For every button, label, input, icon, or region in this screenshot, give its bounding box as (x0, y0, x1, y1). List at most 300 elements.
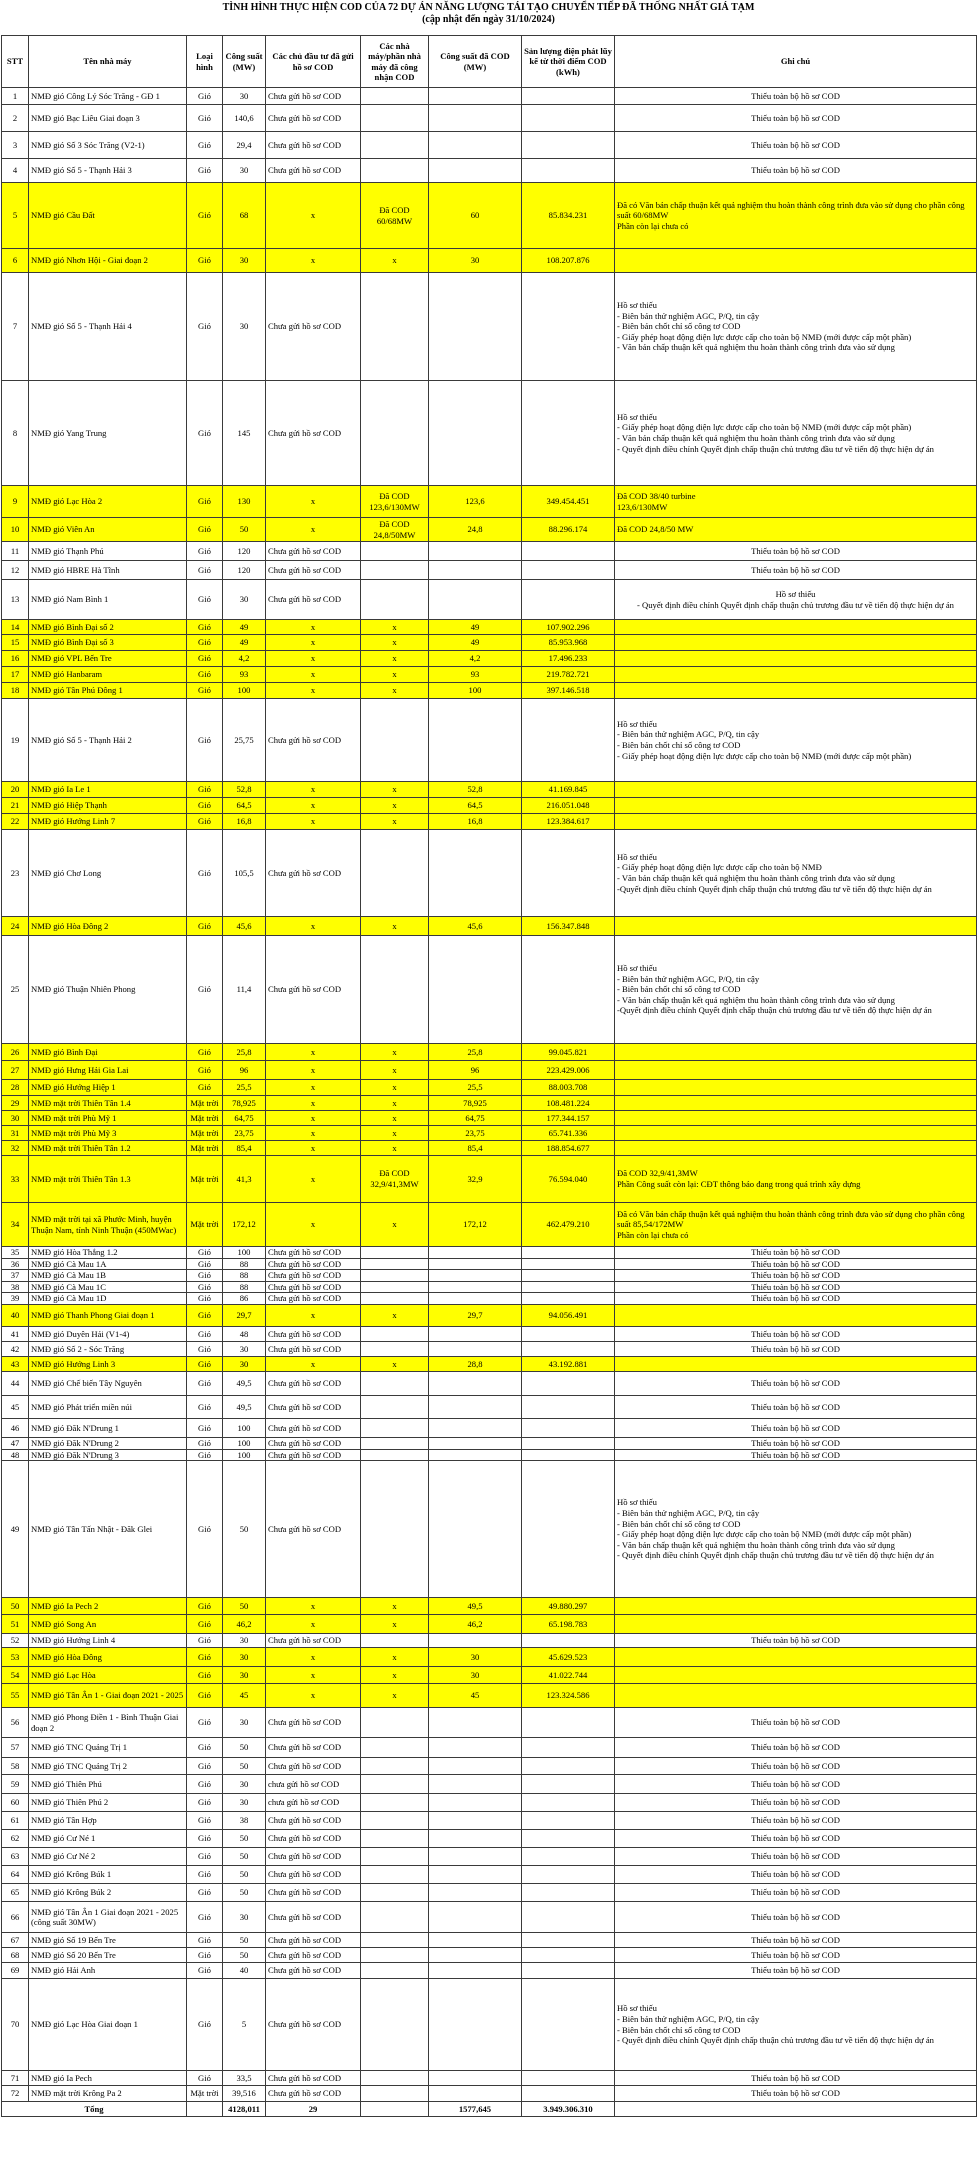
cell-cod-capacity: 93 (429, 667, 522, 683)
cell-production (522, 561, 615, 580)
cell-type: Gió (187, 699, 223, 782)
cell-stt: 19 (2, 699, 29, 782)
table-row (2, 132, 977, 159)
note-line: Hồ sơ thiếu (617, 1497, 657, 1508)
cell-type: Gió (187, 1044, 223, 1061)
table-row (2, 1461, 977, 1598)
cell-plant-name: NMĐ gió Nhơn Hội - Giai đoạn 2 (29, 249, 187, 273)
cell-plant-name: NMĐ gió Chế biến Tây Nguyên (29, 1371, 187, 1395)
cell-stt: 18 (2, 683, 29, 699)
table-row (2, 1684, 977, 1708)
cell-plant-name: NMĐ gió Bình Đại số 2 (29, 620, 187, 635)
cell-stt: 20 (2, 782, 29, 798)
cell-capacity: 50 (223, 1598, 266, 1615)
cell-capacity: 41,3 (223, 1156, 266, 1203)
cell-plant-name: NMĐ gió Cư Né 1 (29, 1830, 187, 1848)
cell-plant-name: NMĐ gió Hòa Đông (29, 1648, 187, 1667)
cell-notes (615, 683, 977, 699)
note-line: - Giấy phép hoạt động điện lực được cấp cho toàn bộ NMĐ (mới được cấp một phần) (617, 1529, 912, 1540)
cell-type: Gió (187, 1963, 223, 1979)
table-row (2, 936, 977, 1044)
cell-capacity: 145 (223, 381, 266, 486)
table-row (2, 1758, 977, 1775)
cell-notes (615, 798, 977, 814)
cell-cod-capacity: 28,8 (429, 1356, 522, 1371)
cell-stt: 17 (2, 667, 29, 683)
cell-notes (615, 183, 977, 249)
table-row (2, 1281, 977, 1293)
cell-production: 99.045.821 (522, 1044, 615, 1061)
cell-notes (615, 1648, 977, 1667)
cell-notes (615, 1126, 977, 1141)
table-row (2, 1902, 977, 1933)
cell-notes (615, 917, 977, 936)
cell-stt: 38 (2, 1281, 29, 1293)
cell-production: 123.324.586 (522, 1684, 615, 1708)
cell-cod-recognized (361, 1979, 429, 2071)
cell-capacity: 100 (223, 1247, 266, 1259)
note-line: - Giấy phép hoạt động điện lực được cấp cho toàn bộ NMĐ (mới được cấp một phần) (617, 750, 912, 761)
cell-stt: 30 (2, 1111, 29, 1126)
cell-stt: 3 (2, 132, 29, 159)
cell-cod-capacity (429, 1461, 522, 1598)
cell-capacity: 30 (223, 1341, 266, 1356)
cell-stt: 5 (2, 183, 29, 249)
cell-stt: 32 (2, 1141, 29, 1156)
cell-capacity: 68 (223, 183, 266, 249)
table-row (2, 1449, 977, 1461)
table-row (2, 798, 977, 814)
header-stt: STT (2, 36, 29, 88)
cell-cod-recognized: x (361, 1615, 429, 1634)
cell-plant-name: NMĐ gió Số 3 Sóc Trăng (V2-1) (29, 132, 187, 159)
cell-cod-capacity: 16,8 (429, 814, 522, 830)
cell-capacity: 16,8 (223, 814, 266, 830)
cell-cod-capacity (429, 1281, 522, 1293)
cell-cod-submitted: x (266, 1684, 361, 1708)
cell-cod-submitted: Chưa gửi hồ sơ COD (266, 105, 361, 132)
cell-type: Mặt trời (187, 1141, 223, 1156)
table-row (2, 88, 977, 105)
cell-cod-recognized (361, 1775, 429, 1794)
cell-cod-submitted: Chưa gửi hồ sơ COD (266, 1738, 361, 1758)
cell-capacity: 172,12 (223, 1203, 266, 1247)
cell-plant-name: NMĐ gió Số 5 - Thạnh Hải 3 (29, 159, 187, 183)
cell-cod-capacity: 49 (429, 620, 522, 635)
cell-cod-recognized (361, 88, 429, 105)
cell-stt: 55 (2, 1684, 29, 1708)
cell-cod-recognized: x (361, 1111, 429, 1126)
cell-type: Gió (187, 542, 223, 561)
cell-capacity: 30 (223, 1775, 266, 1794)
cell-plant-name: NMĐ gió Ia Pech (29, 2071, 187, 2086)
cell-cod-submitted: Chưa gửi hồ sơ COD (266, 1293, 361, 1305)
cell-type: Gió (187, 1395, 223, 1418)
cell-capacity: 50 (223, 1848, 266, 1866)
cell-capacity: 30 (223, 580, 266, 620)
cell-cod-submitted: Chưa gửi hồ sơ COD (266, 1866, 361, 1884)
cell-type: Gió (187, 1634, 223, 1648)
cell-production (522, 1437, 615, 1449)
cell-plant-name: NMĐ gió Hòa Đông 2 (29, 917, 187, 936)
cell-type: Mặt trời (187, 1096, 223, 1111)
cell-cod-submitted: x (266, 620, 361, 635)
table-row (2, 1848, 977, 1866)
cell-cod-recognized: x (361, 814, 429, 830)
cell-production (522, 542, 615, 561)
cell-capacity: 50 (223, 1948, 266, 1963)
cell-stt: 1 (2, 88, 29, 105)
cell-stt: 28 (2, 1080, 29, 1096)
cell-cod-submitted: Chưa gửi hồ sơ COD (266, 542, 361, 561)
cell-cod-capacity: 172,12 (429, 1203, 522, 1247)
cell-cod-recognized: x (361, 667, 429, 683)
cell-cod-capacity (429, 1247, 522, 1259)
cell-cod-capacity (429, 699, 522, 782)
cell-type: Gió (187, 183, 223, 249)
cell-stt: 14 (2, 620, 29, 635)
total-notes-cell (615, 2102, 977, 2117)
cell-stt: 33 (2, 1156, 29, 1203)
note-line: Hồ sơ thiếu (775, 588, 816, 599)
cell-cod-capacity: 30 (429, 1667, 522, 1684)
cell-type: Gió (187, 1667, 223, 1684)
table-row (2, 1326, 977, 1341)
note-line: - Quyết định điều chỉnh Quyết định chấp thuận chủ trương đầu tư về tiến độ thực hiện dự án (617, 2035, 934, 2046)
cell-cod-recognized (361, 1794, 429, 1812)
cell-production: 88.003.708 (522, 1080, 615, 1096)
table-row (2, 782, 977, 798)
cell-plant-name: NMĐ gió Bình Đại (29, 1044, 187, 1061)
cell-production: 349.454.451 (522, 486, 615, 518)
cell-type: Gió (187, 936, 223, 1044)
cell-stt: 13 (2, 580, 29, 620)
cell-cod-submitted: x (266, 249, 361, 273)
cell-notes: Thiếu toàn bộ hồ sơ COD (615, 1395, 977, 1418)
cell-capacity: 25,5 (223, 1080, 266, 1096)
cell-capacity: 29,7 (223, 1304, 266, 1326)
cell-type: Gió (187, 917, 223, 936)
cell-type: Gió (187, 1848, 223, 1866)
cell-production (522, 1812, 615, 1830)
cell-type: Gió (187, 1830, 223, 1848)
cell-production: 188.854.677 (522, 1141, 615, 1156)
cell-notes: Thiếu toàn bộ hồ sơ COD (615, 1738, 977, 1758)
cell-notes: Thiếu toàn bộ hồ sơ COD (615, 2071, 977, 2086)
cell-stt: 71 (2, 2071, 29, 2086)
cell-stt: 4 (2, 159, 29, 183)
cell-cod-capacity: 4,2 (429, 651, 522, 667)
cell-stt: 65 (2, 1884, 29, 1902)
cell-capacity: 29,4 (223, 132, 266, 159)
cell-notes (615, 1356, 977, 1371)
cell-stt: 66 (2, 1902, 29, 1933)
cell-cod-recognized (361, 1963, 429, 1979)
cell-cod-recognized: x (361, 1061, 429, 1080)
cell-type: Gió (187, 1758, 223, 1775)
cell-stt: 51 (2, 1615, 29, 1634)
cell-stt: 37 (2, 1270, 29, 1282)
cell-production: 85.834.231 (522, 183, 615, 249)
cell-cod-recognized (361, 1866, 429, 1884)
cell-cod-submitted: x (266, 1061, 361, 1080)
cell-cod-submitted: Chưa gửi hồ sơ COD (266, 132, 361, 159)
cell-plant-name: NMĐ gió Ia Le 1 (29, 782, 187, 798)
total-production: 3.949.306.310 (522, 2102, 615, 2117)
header-notes: Ghi chú (615, 36, 977, 88)
cell-notes: Thiếu toàn bộ hồ sơ COD (615, 1963, 977, 1979)
cell-capacity: 88 (223, 1258, 266, 1270)
cell-plant-name: NMĐ gió Bình Đại số 3 (29, 635, 187, 651)
cell-cod-capacity (429, 132, 522, 159)
cell-stt: 46 (2, 1418, 29, 1437)
table-row (2, 830, 977, 917)
cell-capacity: 30 (223, 1648, 266, 1667)
cell-stt: 7 (2, 273, 29, 381)
cell-cod-submitted: x (266, 1648, 361, 1667)
table-row (2, 1141, 977, 1156)
cell-plant-name: NMĐ gió Thiên Phú 2 (29, 1794, 187, 1812)
cell-capacity: 50 (223, 1758, 266, 1775)
cell-capacity: 11,4 (223, 936, 266, 1044)
cell-cod-capacity (429, 1866, 522, 1884)
cell-cod-submitted: Chưa gửi hồ sơ COD (266, 1461, 361, 1598)
cell-capacity: 39,516 (223, 2086, 266, 2102)
cell-stt: 40 (2, 1304, 29, 1326)
note-line: - Biên bản chốt chỉ số công tơ COD (617, 1518, 741, 1529)
cell-capacity: 30 (223, 273, 266, 381)
cell-type: Gió (187, 1598, 223, 1615)
cell-notes (615, 1684, 977, 1708)
cell-stt: 62 (2, 1830, 29, 1848)
cell-plant-name: NMĐ gió Thanh Phong Giai đoạn 1 (29, 1304, 187, 1326)
cell-capacity: 25,8 (223, 1044, 266, 1061)
cell-plant-name: NMĐ gió Tân Ân 1 - Giai đoạn 2021 - 2025 (29, 1684, 187, 1708)
cell-cod-recognized: x (361, 1648, 429, 1667)
cell-type: Gió (187, 1615, 223, 1634)
cell-capacity: 48 (223, 1326, 266, 1341)
cell-stt: 34 (2, 1203, 29, 1247)
table-row (2, 1111, 977, 1126)
cell-cod-capacity: 49,5 (429, 1598, 522, 1615)
cell-stt: 53 (2, 1648, 29, 1667)
cell-capacity: 100 (223, 1437, 266, 1449)
cell-notes (615, 1044, 977, 1061)
cell-type: Gió (187, 132, 223, 159)
cell-cod-recognized: x (361, 1126, 429, 1141)
cell-notes: Thiếu toàn bộ hồ sơ COD (615, 1281, 977, 1293)
cell-notes: Thiếu toàn bộ hồ sơ COD (615, 1247, 977, 1259)
cell-cod-capacity (429, 1848, 522, 1866)
cell-notes (615, 273, 977, 381)
total-cod-submitted: 29 (266, 2102, 361, 2117)
cell-capacity: 49 (223, 620, 266, 635)
cell-notes (615, 381, 977, 486)
cell-cod-recognized: x (361, 635, 429, 651)
cell-production: 108.207.876 (522, 249, 615, 273)
cell-capacity: 96 (223, 1061, 266, 1080)
cell-capacity: 40 (223, 1963, 266, 1979)
cell-cod-recognized (361, 1758, 429, 1775)
cell-cod-submitted: Chưa gửi hồ sơ COD (266, 936, 361, 1044)
cell-cod-capacity: 100 (429, 683, 522, 699)
note-line: - Giấy phép hoạt động điện lực được cấp cho toàn bộ NMĐ (617, 862, 822, 873)
cell-notes: Thiếu toàn bộ hồ sơ COD (615, 1866, 977, 1884)
cell-type: Gió (187, 1356, 223, 1371)
cell-cod-submitted: Chưa gửi hồ sơ COD (266, 1963, 361, 1979)
cell-notes: Thiếu toàn bộ hồ sơ COD (615, 1418, 977, 1437)
cell-cod-capacity (429, 2071, 522, 2086)
total-cod-capacity: 1577,645 (429, 2102, 522, 2117)
cell-production (522, 1270, 615, 1282)
cell-plant-name: NMĐ gió Số 19 Bến Tre (29, 1933, 187, 1948)
cell-plant-name: NMĐ gió Công Lý Sóc Trăng - GĐ 1 (29, 88, 187, 105)
cell-plant-name: NMĐ mặt trời Phù Mỹ 3 (29, 1126, 187, 1141)
table-row (2, 1634, 977, 1648)
cell-cod-submitted: chưa gửi hồ sơ COD (266, 1794, 361, 1812)
cell-type: Gió (187, 1437, 223, 1449)
note-line: - Biên bản chốt chỉ số công tơ COD (617, 2024, 741, 2035)
cell-plant-name: NMĐ mặt trời Thiên Tân 1.4 (29, 1096, 187, 1111)
cell-plant-name: NMĐ gió HBRE Hà Tĩnh (29, 561, 187, 580)
cell-stt: 35 (2, 1247, 29, 1259)
header-plant-name: Tên nhà máy (29, 36, 187, 88)
table-row (2, 1948, 977, 1963)
note-line: Phần còn lại chưa có (617, 220, 689, 231)
table-row (2, 1203, 977, 1247)
cell-production (522, 1948, 615, 1963)
cell-type: Gió (187, 2071, 223, 2086)
cell-cod-capacity (429, 830, 522, 917)
cell-notes (615, 1156, 977, 1203)
cell-cod-capacity (429, 1979, 522, 2071)
cell-plant-name: NMĐ mặt trời Phù Mỹ 1 (29, 1111, 187, 1126)
note-line: - Văn bản chấp thuận kết quả nghiệm thu hoàn thành công trình đưa vào sử dụng (617, 433, 895, 443)
cell-production (522, 936, 615, 1044)
cell-cod-capacity (429, 1437, 522, 1449)
cell-type: Gió (187, 1270, 223, 1282)
cell-cod-recognized (361, 2086, 429, 2102)
header-cod-recognized: Các nhà máy/phần nhà máy đã công nhận COD (361, 36, 429, 88)
cell-plant-name: NMĐ gió Ia Pech 2 (29, 1598, 187, 1615)
cell-cod-submitted: x (266, 1667, 361, 1684)
cell-production (522, 159, 615, 183)
total-type-cell (187, 2102, 223, 2117)
cell-cod-submitted: Chưa gửi hồ sơ COD (266, 1258, 361, 1270)
cell-cod-capacity (429, 1758, 522, 1775)
cell-stt: 70 (2, 1979, 29, 2071)
cell-cod-capacity (429, 1738, 522, 1758)
cell-cod-capacity (429, 159, 522, 183)
cell-cod-submitted: Chưa gửi hồ sơ COD (266, 1758, 361, 1775)
table-row (2, 651, 977, 667)
cell-plant-name: NMĐ gió Cà Mau 1B (29, 1270, 187, 1282)
cell-cod-capacity (429, 105, 522, 132)
cell-cod-recognized: x (361, 1356, 429, 1371)
note-line: - Biên bản chốt chỉ số công tơ COD (617, 740, 741, 750)
cell-stt: 50 (2, 1598, 29, 1615)
table-row (2, 1356, 977, 1371)
cell-cod-recognized (361, 1270, 429, 1282)
cell-cod-submitted: x (266, 814, 361, 830)
cell-notes: Thiếu toàn bộ hồ sơ COD (615, 1812, 977, 1830)
cell-production: 88.296.174 (522, 518, 615, 542)
table-row (2, 249, 977, 273)
cell-cod-submitted: Chưa gửi hồ sơ COD (266, 1979, 361, 2071)
note-line: 123,6/130MW (617, 501, 668, 512)
cell-stt: 31 (2, 1126, 29, 1141)
cell-production (522, 2071, 615, 2086)
cod-status-table (1, 35, 977, 2117)
table-row (2, 1126, 977, 1141)
cell-type: Gió (187, 580, 223, 620)
cell-cod-submitted: Chưa gửi hồ sơ COD (266, 580, 361, 620)
cell-plant-name: NMĐ gió Lạc Hòa Giai đoạn 1 (29, 1979, 187, 2071)
cell-cod-submitted: x (266, 486, 361, 518)
cell-capacity: 30 (223, 1902, 266, 1933)
table-row (2, 1247, 977, 1259)
cell-capacity: 45,6 (223, 917, 266, 936)
cell-plant-name: NMĐ gió Hướng Hiệp 1 (29, 1080, 187, 1096)
cell-type: Gió (187, 814, 223, 830)
cell-type: Mặt trời (187, 1111, 223, 1126)
cell-plant-name: NMĐ gió Hanbaram (29, 667, 187, 683)
cell-capacity: 4,2 (223, 651, 266, 667)
table-body (2, 88, 977, 2102)
cell-cod-recognized: x (361, 1096, 429, 1111)
cell-type: Gió (187, 1979, 223, 2071)
cell-notes (615, 580, 977, 620)
cell-cod-submitted: x (266, 1203, 361, 1247)
cell-notes (615, 1096, 977, 1111)
cell-capacity: 100 (223, 1418, 266, 1437)
cell-cod-submitted: x (266, 1080, 361, 1096)
cell-cod-recognized (361, 830, 429, 917)
cell-plant-name: NMĐ gió Hướng Linh 4 (29, 1634, 187, 1648)
cell-stt: 72 (2, 2086, 29, 2102)
cell-type: Gió (187, 830, 223, 917)
cell-cod-capacity (429, 88, 522, 105)
cell-stt: 54 (2, 1667, 29, 1684)
total-cod-recognized-cell (361, 2102, 429, 2117)
cell-cod-capacity: 45 (429, 1684, 522, 1708)
cell-cod-submitted: x (266, 798, 361, 814)
cell-notes (615, 936, 977, 1044)
cell-plant-name: NMĐ mặt trời Thiên Tân 1.2 (29, 1141, 187, 1156)
cell-capacity: 88 (223, 1281, 266, 1293)
cell-type: Mặt trời (187, 1126, 223, 1141)
cell-cod-capacity: 123,6 (429, 486, 522, 518)
cell-stt: 63 (2, 1848, 29, 1866)
cell-type: Gió (187, 1948, 223, 1963)
note-line: Đã có Văn bản chấp thuận kết quả nghiệm thu hoàn thành công trình đưa vào sử dụng cho phần công suất 60/68MW (617, 199, 965, 221)
note-line: Đã COD 38/40 turbine (617, 490, 696, 501)
cell-type: Gió (187, 1247, 223, 1259)
cell-cod-recognized (361, 132, 429, 159)
cell-plant-name: NMĐ gió Cà Mau 1C (29, 1281, 187, 1293)
document-title: TÌNH HÌNH THỰC HIỆN COD CỦA 72 DỰ ÁN NĂNG LƯỢNG TÁI TẠO CHUYỂN TIẾP ĐÃ THỐNG NHẤT GIÁ TẠM (222, 2, 755, 13)
cell-cod-recognized: x (361, 1684, 429, 1708)
note-line: - Giấy phép hoạt động điện lực được cấp cho toàn bộ NMĐ (mới được cấp một phần) (617, 331, 912, 342)
cell-capacity: 78,925 (223, 1096, 266, 1111)
note-line: - Biên bản thử nghiệm AGC, P/Q, tin cậy (617, 310, 760, 321)
cell-cod-submitted: Chưa gửi hồ sơ COD (266, 1395, 361, 1418)
cell-cod-recognized (361, 1437, 429, 1449)
cell-plant-name: NMĐ gió Cà Mau 1A (29, 1258, 187, 1270)
cell-cod-capacity (429, 2086, 522, 2102)
cell-type: Gió (187, 620, 223, 635)
cell-type: Gió (187, 1293, 223, 1305)
